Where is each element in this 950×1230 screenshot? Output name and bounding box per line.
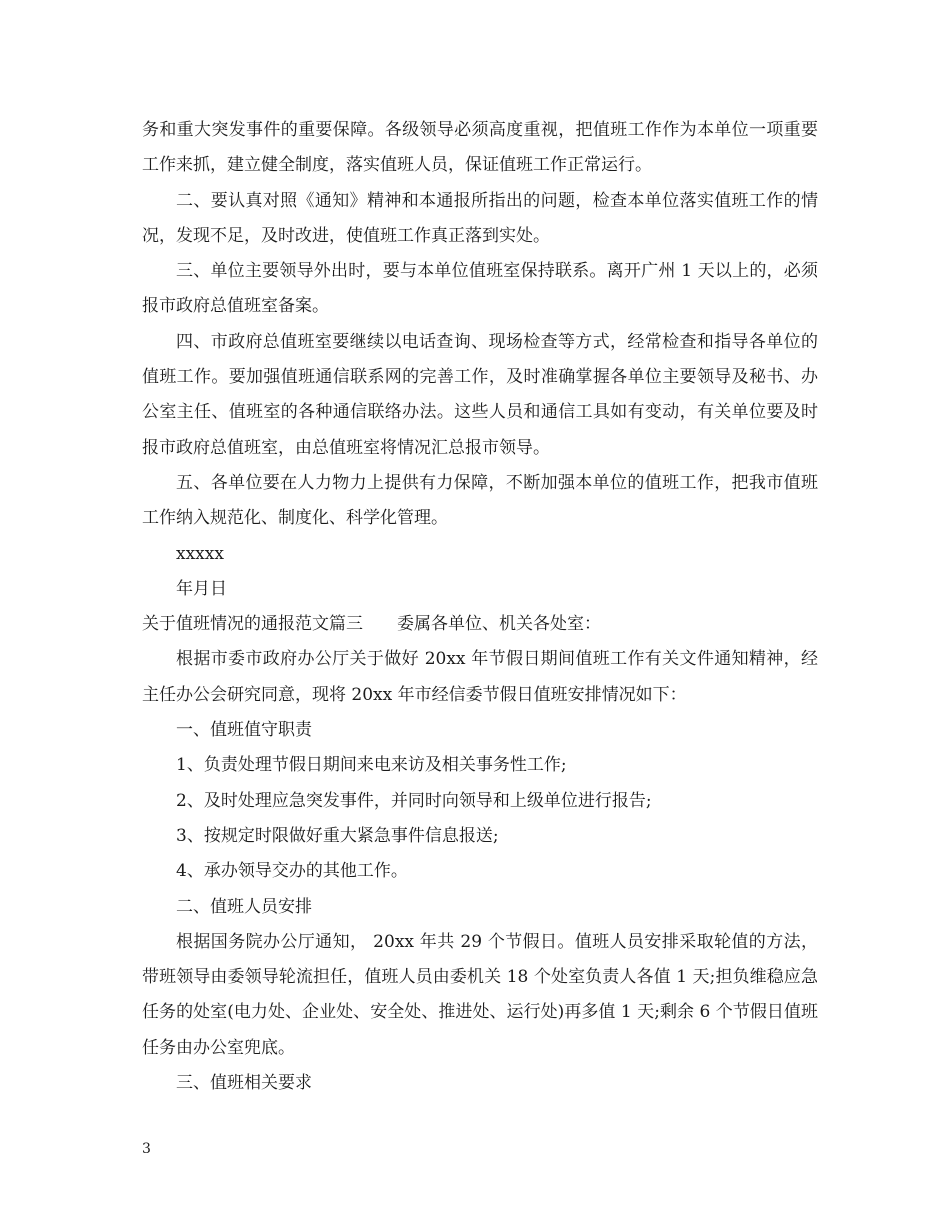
subheading-requirements: 三、值班相关要求	[176, 1073, 312, 1094]
list-item-1: 1、负责处理节假日期间来电来访及相关事务性工作;	[176, 755, 567, 776]
subheading-duties: 一、值班值守职责	[176, 720, 312, 741]
paragraph-5: 五、各单位要在人力物力上提供有力保障，不断加强本单位的值班工作，把我市值班工作纳入规范化、制度化、科学化管理。	[142, 472, 818, 529]
signature-placeholder: xxxxx	[176, 543, 224, 564]
paragraph-9: 根据市委市政府办公厅关于做好 20xx 年节假日期间值班工作有关文件通知精神，经主任办公会研究同意，现将 20xx 年市经信委节假日值班安排情况如下：	[142, 649, 818, 705]
paragraph-1: 务和重大突发事件的重要保障。各级领导必须高度重视，把值班工作作为本单位一项重要工作来抓，建立健全制度，落实值班人员，保证值班工作正常运行。	[142, 120, 818, 176]
list-item-4: 4、承办领导交办的其他工作。	[176, 861, 408, 882]
page-number: 3	[142, 1141, 151, 1157]
document-body	[142, 113, 818, 1101]
list-item-2: 2、及时处理应急突发事件，并同时向领导和上级单位进行报告;	[176, 790, 652, 811]
paragraph-4: 四、市政府总值班室要继续以电话查询、现场检查等方式，经常检查和指导各单位的值班工作。要加强值班通信联系网的完善工作，及时准确掌握各单位主要领导及秘书、办公室主任、值班室的各种通信联络办法。这些人员和通信工具如有变动，有关单位要及时报市政府总值班室，由总值班室将情况汇总报市领导。	[142, 331, 818, 458]
list-item-3: 3、按规定时限做好重大紧急事件信息报送;	[176, 825, 499, 846]
paragraph-3: 三、单位主要领导外出时，要与本单位值班室保持联系。离开广州 1 天以上的，必须报市政府总值班室备案。	[142, 261, 818, 317]
section-heading-line: 关于值班情况的通报范文篇三 委属各单位、机关各处室：	[142, 614, 601, 635]
date-placeholder: 年月日	[176, 578, 227, 599]
paragraph-2: 二、要认真对照《通知》精神和本通报所指出的问题，检查本单位落实值班工作的情况，发现不足，及时改进，使值班工作真正落到实处。	[142, 190, 818, 246]
subheading-staffing: 二、值班人员安排	[176, 896, 312, 917]
paragraph-staffing: 根据国务院办公厅通知， 20xx 年共 29 个节假日。值班人员安排采取轮值的方法，带班领导由委领导轮流担任，值班人员由委机关 18 个处室负责人各值 1 天;担负维稳应急任务的处室(电力处、企业处、安全处、推进处、运行处)再多值 1 天;剩余 6 个节假日值班任务由办公室兜底。	[142, 931, 818, 1058]
